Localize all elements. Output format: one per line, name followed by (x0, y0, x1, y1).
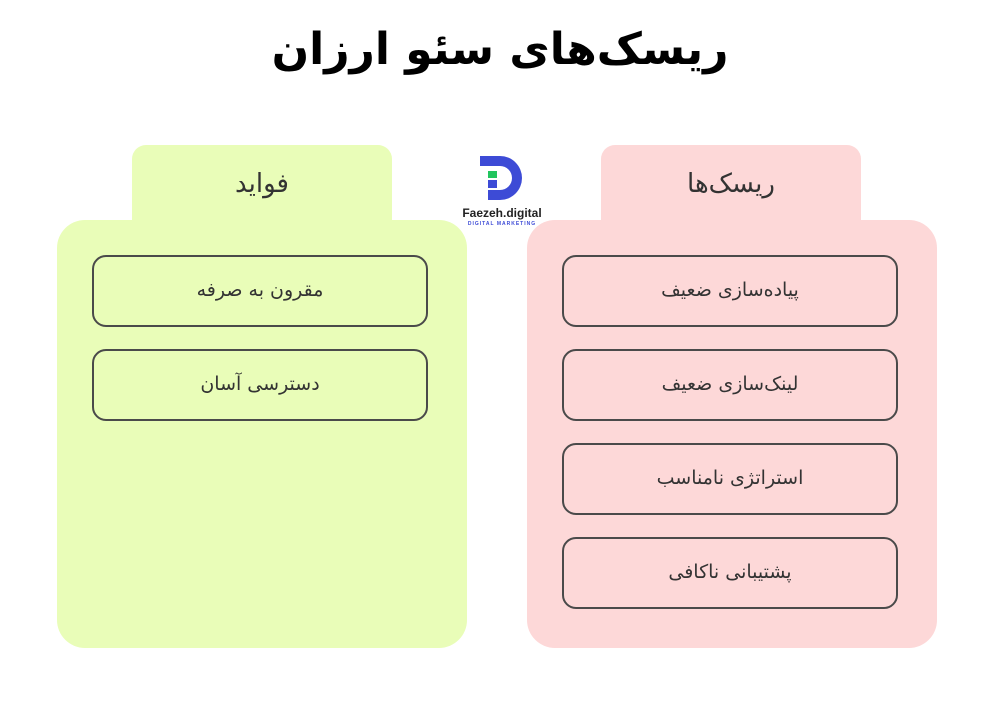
risk-item: پیاده‌سازی ضعیف (562, 255, 898, 327)
risks-panel (527, 220, 937, 648)
benefit-item: مقرون به صرفه (92, 255, 428, 327)
risk-item: لینک‌سازی ضعیف (562, 349, 898, 421)
page-title: ریسک‌های سئو ارزان (271, 24, 729, 75)
risk-item: پشتیبانی ناکافی (562, 537, 898, 609)
logo-tagline: DIGITAL MARKETING (467, 221, 537, 227)
benefits-header-tab: فواید (132, 145, 392, 225)
risks-header-tab: ریسک‌ها (601, 145, 861, 225)
brand-logo (462, 152, 542, 242)
d-letter-logo-icon (476, 152, 528, 204)
risk-item: استراتژی نامناسب (562, 443, 898, 515)
benefits-panel (57, 220, 467, 648)
logo-name: Faezeh.digital (462, 206, 542, 220)
benefit-item: دسترسی آسان (92, 349, 428, 421)
